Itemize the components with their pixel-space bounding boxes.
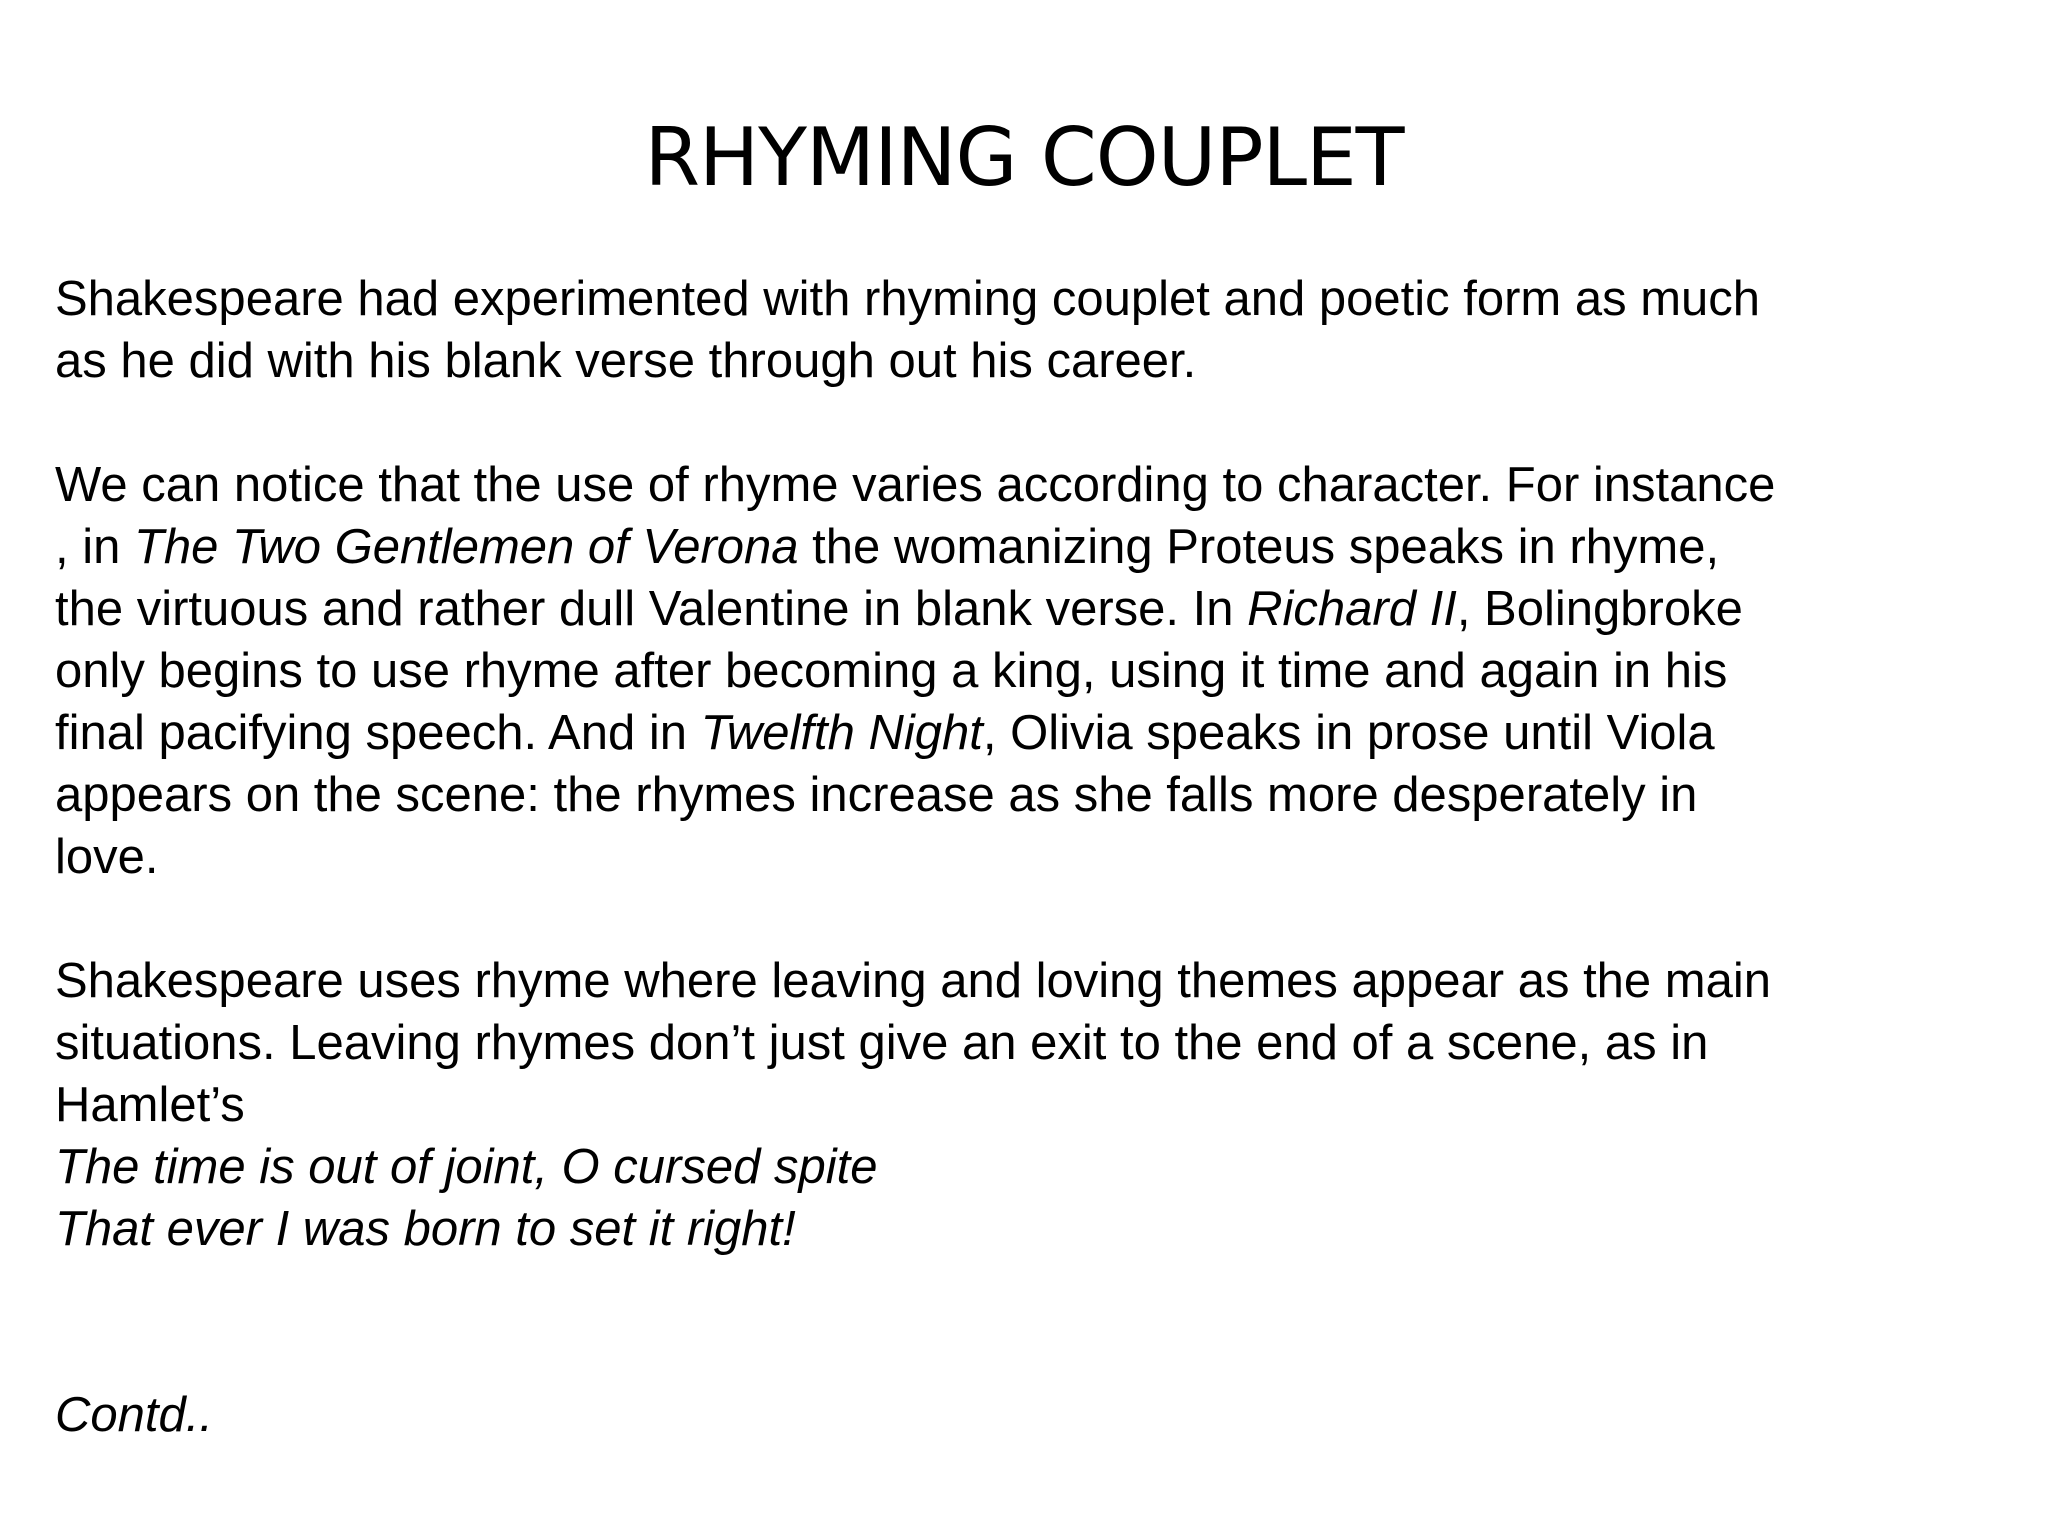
paragraph-1-line-1: Shakespeare had experimented with rhyming couplet and poetic form as much [55,272,1761,326]
text-fragment: the womanizing Proteus speaks in rhyme, [798,520,1720,574]
blank-line [55,1260,1975,1384]
blank-line [55,392,1975,454]
play-title-richard-ii: Richard II [1247,582,1457,636]
paragraph-2-line-7: love. [55,830,159,884]
paragraph-2-line-4: only begins to use rhyme after becoming a king, using it time and again in his [55,644,1728,698]
text-fragment: , Bolingbroke [1456,582,1743,636]
continued-label: Contd.. [55,1388,213,1442]
paragraph-2-line-5 [55,702,1975,764]
paragraph-2-line-6: appears on the scene: the rhymes increase as she falls more desperately in [55,768,1698,822]
text-fragment: the virtuous and rather dull Valentine in blank verse. In [55,582,1248,636]
paragraph-2-line-3 [55,578,1975,640]
paragraph-3-line-2: situations. Leaving rhymes don’t just give an exit to the end of a scene, as in [55,1016,1709,1070]
text-fragment: final pacifying speech. And in [55,706,701,760]
blank-line [55,888,1975,950]
paragraph-2-line-2 [55,516,1975,578]
text-fragment: , Olivia speaks in prose until Viola [982,706,1715,760]
paragraph-3-line-3: Hamlet’s [55,1078,245,1132]
play-title-twelfth-night: Twelfth Night [700,706,983,760]
quote-line-2: That ever I was born to set it right! [55,1202,796,1256]
paragraph-1-line-2: as he did with his blank verse through out his career. [55,334,1197,388]
quote-line-1: The time is out of joint, O cursed spite [55,1140,878,1194]
slide-body [55,268,1975,1446]
text-fragment: , in [55,520,134,574]
paragraph-2-line-1: We can notice that the use of rhyme varies according to character. For instance [55,458,1776,512]
play-title-two-gentlemen: The Two Gentlemen of Verona [133,520,799,574]
slide-title: RHYMING COUPLET [644,111,1404,204]
paragraph-3-line-1: Shakespeare uses rhyme where leaving and loving themes appear as the main [55,954,1772,1008]
